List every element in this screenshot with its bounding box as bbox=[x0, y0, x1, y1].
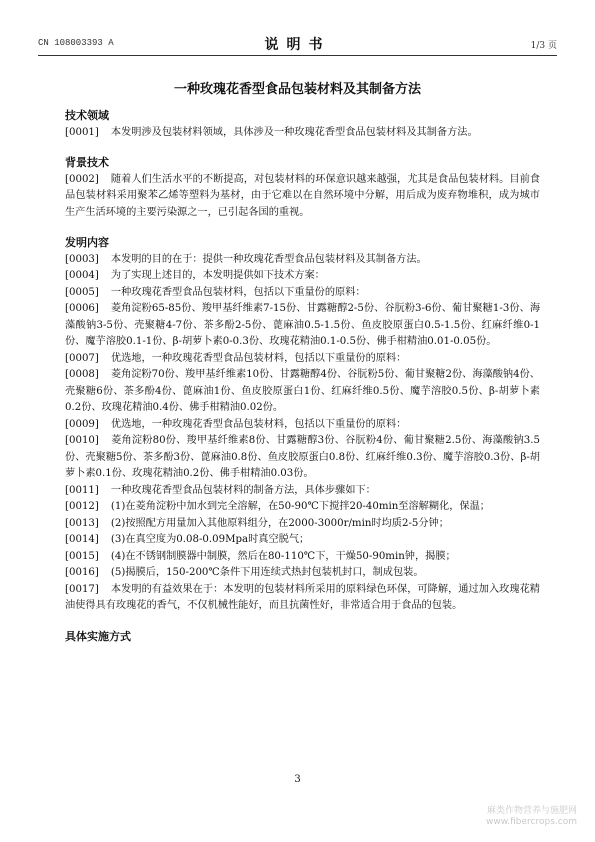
paragraph-0013 bbox=[65, 516, 540, 533]
paragraph-text: (5)揭膜后，150-200℃条件下用连续式热封包装机封口，制成包装。 bbox=[110, 567, 424, 578]
paragraph-number: [0004] bbox=[65, 270, 99, 281]
paragraph-text: (3)在真空度为0.08-0.09Mpa时真空脱气； bbox=[110, 534, 310, 545]
paragraph-text: 一种玫瑰花香型食品包装材料的制备方法，具体步骤如下： bbox=[110, 484, 376, 496]
paragraph-0010 bbox=[65, 433, 540, 483]
paragraph-text: 本发明的目的在于：提供一种玫瑰花香型食品包装材料及其制备方法。 bbox=[110, 253, 427, 265]
paragraph-number: [0003] bbox=[65, 253, 99, 265]
document-title: 一种玫瑰花香型食品包装材料及其制备方法 bbox=[173, 82, 421, 97]
paragraph-number: [0009] bbox=[65, 418, 99, 430]
paragraph-0008 bbox=[65, 367, 540, 417]
paragraph-number: [0001] bbox=[65, 126, 99, 138]
paragraph-number: [0007] bbox=[65, 352, 99, 364]
paragraph-text: 一种玫瑰花香型食品包装材料，包括以下重量份的原料： bbox=[110, 286, 366, 298]
paragraph-0002 bbox=[65, 172, 540, 222]
paragraph-0003 bbox=[65, 252, 540, 269]
paragraph-text: 随着人们生活水平的不断提高，对包装材料的环保意识越来越强，尤其是食品包装材料。目前食品包装材料采用聚苯乙烯等塑料为基材，由于它难以在自然环境中分解，用后成为废弃物堆积，成为城市生产生活环境的主要污染源之一，已引起各国的重视。 bbox=[65, 173, 540, 218]
paragraph-number: [0015] bbox=[65, 550, 99, 562]
paragraph-text: 为了实现上述目的，本发明提供如下技术方案： bbox=[110, 270, 325, 281]
section-heading-background: 背景技术 bbox=[65, 156, 109, 169]
paragraph-number: [0016] bbox=[65, 567, 99, 578]
paragraph-text: 优选地，一种玫瑰花香型食品包装材料，包括以下重量份的原料： bbox=[110, 352, 407, 364]
section-heading-embodiments: 具体实施方式 bbox=[65, 629, 131, 643]
paragraph-text: 本发明涉及包装材料领域，具体涉及一种玫瑰花香型食品包装材料及其制备方法。 bbox=[110, 126, 478, 138]
paragraph-text: (4)在不锈钢制膜器中制膜，然后在80-110℃下，干燥50-90min钟，揭膜； bbox=[110, 550, 456, 562]
section-heading-technical-field: 技术领域 bbox=[65, 109, 109, 122]
paragraph-text: 菱角淀粉80份、羧甲基纤维素8份、甘露糖醇3份、谷朊粉4份、葡甘聚糖2.5份、海藻酸钠3.5份、壳聚糖5份、茶多酚3份、蓖麻油0.8份、鱼皮胶原蛋白0.8份、红麻纤维0.3份、魔芋溶胶0.3份、β-胡萝卜素0.1份、玫瑰花精油0.2份、佛手柑精油0.03份。 bbox=[65, 435, 540, 479]
paragraph-number: [0011] bbox=[65, 484, 99, 496]
paragraph-0009 bbox=[65, 417, 540, 434]
paragraph-number: [0014] bbox=[65, 534, 99, 545]
paragraph-0005 bbox=[65, 285, 540, 302]
page-header bbox=[38, 34, 557, 52]
paragraph-number: [0006] bbox=[65, 303, 99, 314]
paragraph-0001 bbox=[65, 125, 540, 142]
paragraph-0012 bbox=[65, 499, 540, 516]
document-type: 说明书 bbox=[264, 37, 331, 53]
paragraph-number: [0002] bbox=[65, 173, 99, 185]
paragraph-text: (2)按照配方用量加入其他原料组分，在2000-3000r/min时均质2-5分钟； bbox=[110, 517, 449, 529]
paragraph-number: [0013] bbox=[65, 517, 99, 529]
watermark bbox=[486, 806, 577, 828]
page-number: 3 bbox=[294, 774, 301, 785]
paragraph-0004 bbox=[65, 268, 540, 285]
patent-number: CN 108003393 A bbox=[38, 38, 114, 48]
paragraph-0016 bbox=[65, 565, 540, 582]
paragraph-0006 bbox=[65, 301, 540, 351]
watermark-line-2: www.fibercrops.com bbox=[486, 817, 577, 827]
document-body bbox=[65, 108, 540, 645]
paragraph-number: [0005] bbox=[65, 286, 99, 298]
paragraph-number: [0012] bbox=[65, 501, 99, 512]
header-divider bbox=[38, 55, 557, 56]
paragraph-0015 bbox=[65, 549, 540, 566]
watermark-line-1: 麻类作物营养与施肥网 bbox=[486, 806, 577, 816]
paragraph-0014 bbox=[65, 532, 540, 549]
paragraph-text: 菱角淀粉70份、羧甲基纤维素10份、甘露糖醇4份、谷朊粉5份、葡甘聚糖2份、海藻酸钠4份、壳聚糖6份、茶多酚4份、蓖麻油1份、鱼皮胶原蛋白1份、红麻纤维0.5份、魔芋溶胶0.5份、β-胡萝卜素0.2份、玫瑰花精油0.4份、佛手柑精油0.02份。 bbox=[65, 369, 540, 413]
paragraph-0011 bbox=[65, 483, 540, 500]
paragraph-0017 bbox=[65, 582, 540, 615]
page-info: 1/3 页 bbox=[530, 41, 557, 51]
paragraph-0007 bbox=[65, 351, 540, 368]
paragraph-number: [0008] bbox=[65, 369, 99, 380]
paragraph-number: [0010] bbox=[65, 435, 99, 446]
paragraph-text: 优选地，一种玫瑰花香型食品包装材料，包括以下重量份的原料： bbox=[110, 418, 407, 430]
paragraph-number: [0017] bbox=[65, 583, 99, 595]
paragraph-text: 菱角淀粉65-85份、羧甲基纤维素7-15份、甘露糖醇2-5份、谷朊粉3-6份、葡甘聚糖1-3份、海藻酸钠3-5份、壳聚糖4-7份、茶多酚2-5份、蓖麻油0.5-1.5份、鱼皮胶原蛋白0.5-1.5份、红麻纤维0-1份、魔芋溶胶0.1-1份、β-胡萝卜素0-0.3份、玫瑰花精油0.1-0.5份、佛手柑精油0.01-0.05份。 bbox=[65, 303, 540, 347]
section-heading-summary: 发明内容 bbox=[65, 236, 109, 249]
paragraph-text: 本发明的有益效果在于：本发明的包装材料所采用的原料绿色环保，可降解，通过加入玫瑰花精油使得具有玫瑰花的香气，不仅机械性能好，而且抗菌性好，非常适合用于食品的包装。 bbox=[65, 583, 540, 611]
paragraph-text: (1)在菱角淀粉中加水到完全溶解，在50-90℃下搅拌20-40min至溶解糊化，保温； bbox=[110, 501, 490, 512]
